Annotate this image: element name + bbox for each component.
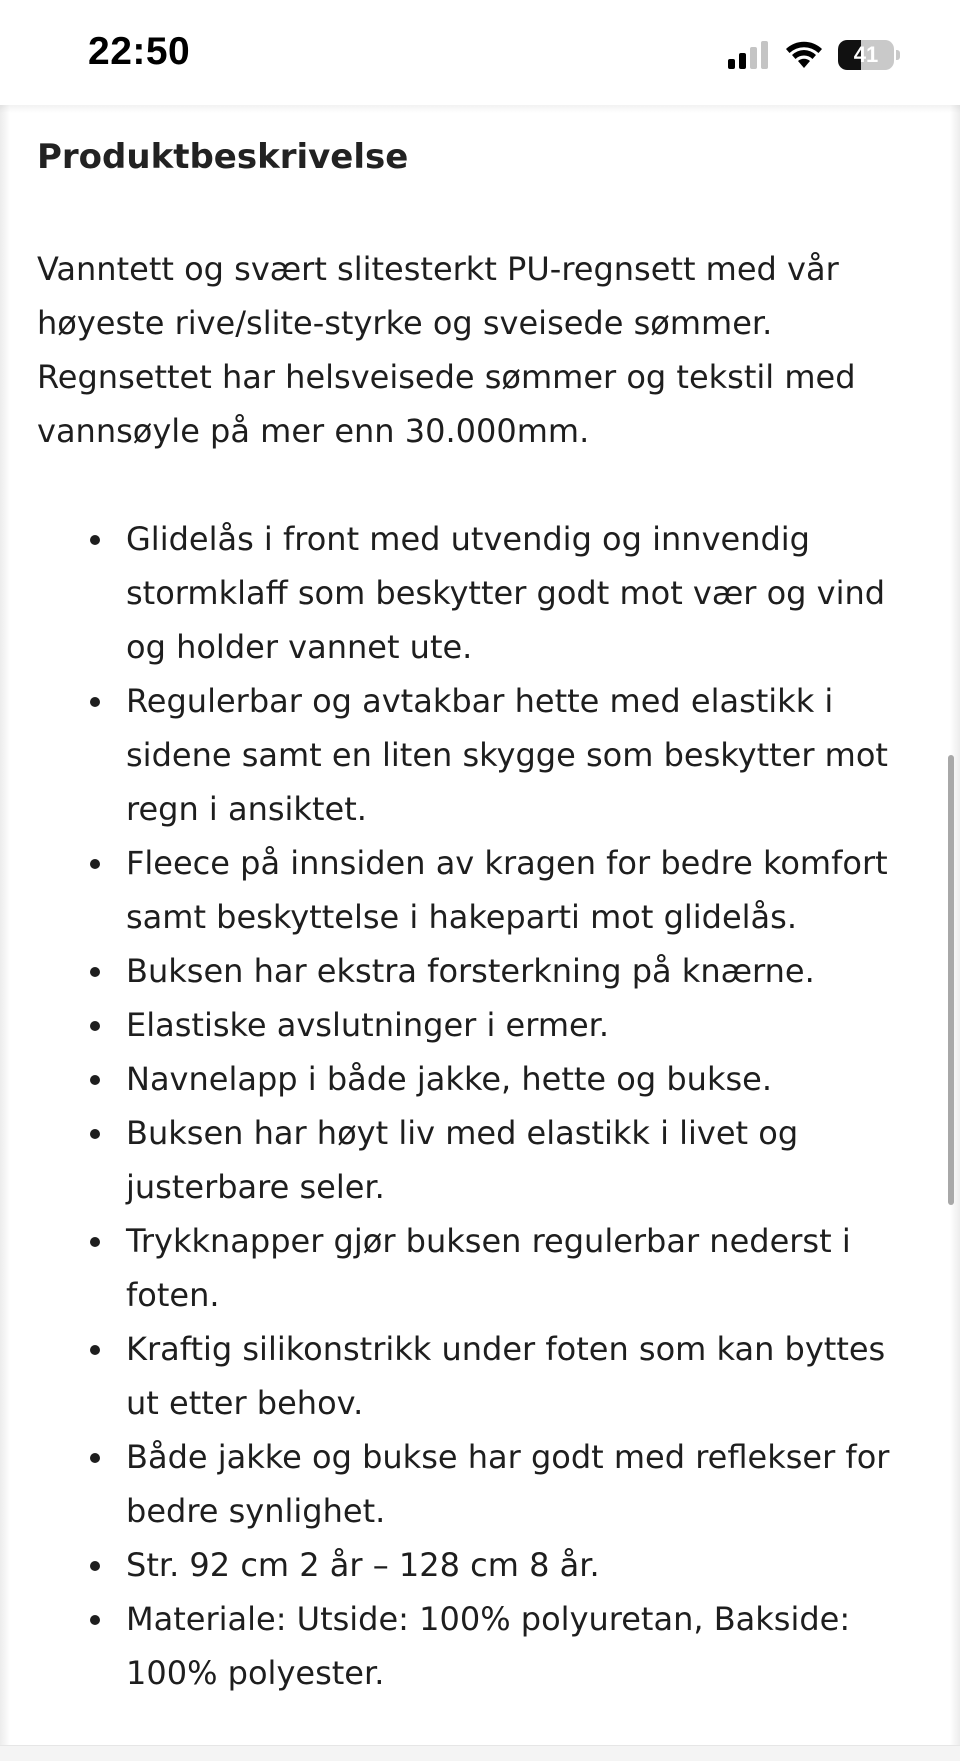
bullet-icon xyxy=(90,1021,100,1031)
battery-level: 41 xyxy=(853,42,879,67)
feature-text: Str. 92 cm 2 år – 128 cm 8 år. xyxy=(126,1546,600,1584)
bullet-icon xyxy=(90,697,100,707)
bullet-icon xyxy=(90,1615,100,1625)
feature-text: Buksen har høyt liv med elastikk i livet og justerbare seler. xyxy=(126,1114,799,1206)
battery-cap xyxy=(896,50,900,60)
feature-list xyxy=(37,512,927,1700)
feature-item xyxy=(37,1322,922,1430)
feature-item xyxy=(37,1592,922,1700)
feature-item xyxy=(37,1106,922,1214)
feature-item xyxy=(37,1538,922,1592)
scrollbar[interactable] xyxy=(948,755,954,1205)
header-shadow xyxy=(0,105,960,113)
feature-text: Materiale: Utside: 100% polyuretan, Bakside: 100% polyester. xyxy=(126,1600,851,1692)
bullet-icon xyxy=(90,1237,100,1247)
feature-item xyxy=(37,998,922,1052)
bullet-icon xyxy=(90,535,100,545)
status-time: 22:50 xyxy=(88,30,191,73)
feature-text: Glidelås i front med utvendig og innvendig stormklaff som beskytter godt mot vær og vind og holder vannet ute. xyxy=(126,520,886,666)
bullet-icon xyxy=(90,1129,100,1139)
section-heading: Produktbeskrivelse xyxy=(37,137,409,177)
feature-item xyxy=(37,512,922,674)
bullet-icon xyxy=(90,1561,100,1571)
feature-text: Trykknapper gjør buksen regulerbar nederst i foten. xyxy=(126,1222,851,1314)
cellular-signal-icon xyxy=(728,41,770,69)
bullet-icon xyxy=(90,859,100,869)
wifi-icon xyxy=(784,40,824,70)
status-icons xyxy=(728,38,900,72)
battery-icon xyxy=(838,40,900,70)
feature-text: Navnelapp i både jakke, hette og bukse. xyxy=(126,1060,772,1098)
intro-paragraph: Vanntett og svært slitesterkt PU-regnsett med vår høyeste rive/slite-styrke og sveisede sømmer. Regnsettet har helsveisede sømmer og tekstil med vannsøyle på mer enn 30.000mm. xyxy=(37,250,856,450)
feature-item xyxy=(37,674,922,836)
feature-text: Fleece på innsiden av kragen for bedre komfort samt beskyttelse i hakeparti mot glidelås. xyxy=(126,844,888,936)
feature-item xyxy=(37,1052,922,1106)
bullet-icon xyxy=(90,1075,100,1085)
bullet-icon xyxy=(90,1345,100,1355)
bullet-icon xyxy=(90,1453,100,1463)
product-description-page[interactable] xyxy=(0,105,960,1745)
product-description xyxy=(37,135,927,1700)
feature-text: Elastiske avslutninger i ermer. xyxy=(126,1006,610,1044)
feature-text: Regulerbar og avtakbar hette med elastikk i sidene samt en liten skygge som beskytter mot regn i ansiktet. xyxy=(126,682,888,828)
battery-body xyxy=(838,40,894,70)
feature-text: Buksen har ekstra forsterkning på knærne. xyxy=(126,952,815,990)
feature-item xyxy=(37,1214,922,1322)
feature-text: Kraftig silikonstrikk under foten som kan byttes ut etter behov. xyxy=(126,1330,886,1422)
bullet-icon xyxy=(90,967,100,977)
feature-text: Både jakke og bukse har godt med reflekser for bedre synlighet. xyxy=(126,1438,890,1530)
feature-item xyxy=(37,836,922,944)
feature-item xyxy=(37,1430,922,1538)
feature-item xyxy=(37,944,922,998)
bottom-edge xyxy=(0,1745,960,1761)
status-bar xyxy=(0,0,960,105)
